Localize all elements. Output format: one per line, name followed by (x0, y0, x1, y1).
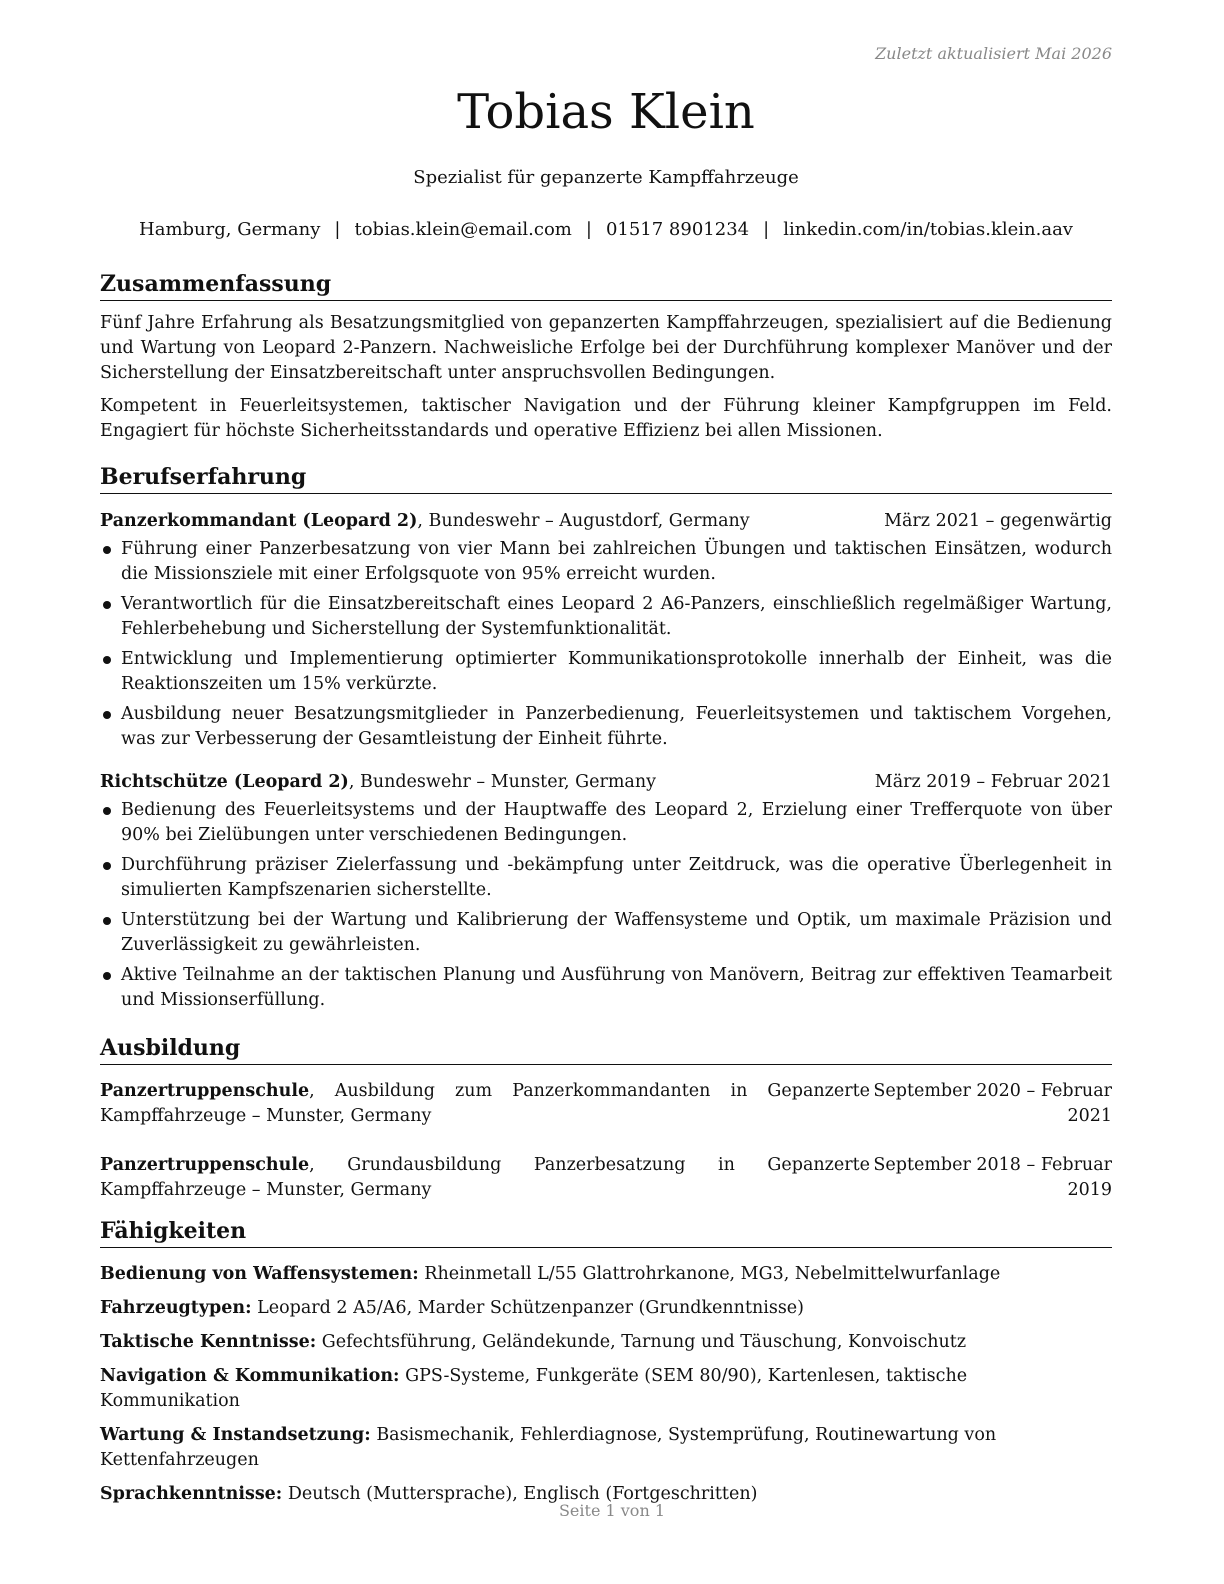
job-dates: März 2019 – Februar 2021 (874, 771, 1112, 792)
education-school: Panzertruppenschule (100, 1154, 310, 1175)
skill-label: Bedienung von Waffensystemen: (100, 1263, 419, 1284)
contact-separator: | (763, 219, 770, 240)
education-detail: , Ausbildung zum Panzerkommandanten in Gepanzerte Kampffahrzeuge – Munster, Germany (100, 1080, 870, 1126)
last-updated: Zuletzt aktualisiert Mai 2026 (875, 44, 1112, 63)
education-dates: September 2020 – Februar 2021 (873, 1080, 1112, 1126)
skill-row (100, 1330, 1112, 1355)
summary-section (100, 271, 1112, 444)
contact-separator: | (585, 219, 592, 240)
education-section (100, 1035, 1112, 1203)
contact-separator: | (334, 219, 341, 240)
job-title-line (100, 509, 750, 534)
education-detail: , Grundausbildung Panzerbesatzung in Gepanzerte Kampffahrzeuge – Munster, Germany (100, 1154, 870, 1200)
candidate-name: Tobias Klein (457, 84, 755, 140)
list-item: Entwicklung und Implementierung optimierter Kommunikationsprotokolle innerhalb der Einheit, was die Reaktionszeiten um 15% verkürzte. (100, 647, 1112, 697)
skill-value: GPS-Systeme, Funkgeräte (SEM 80/90), Kartenlesen, taktische Kommunikation (100, 1365, 968, 1411)
summary-paragraph: Kompetent in Feuerleitsystemen, taktischer Navigation und der Führung kleiner Kampfgruppen im Feld. Engagiert für höchste Sicherheitsstandards und operative Effizienz bei allen Missionen. (100, 395, 1112, 441)
skill-value: Leopard 2 A5/A6, Marder Schützenpanzer (Grundkenntnisse) (251, 1297, 804, 1318)
education-heading: Ausbildung (100, 1035, 1112, 1065)
education-item (100, 1079, 1112, 1129)
skills-section (100, 1218, 1112, 1507)
job-title: Richtschütze (Leopard 2) (100, 771, 349, 792)
job-bullets (100, 537, 1112, 752)
list-item: Bedienung des Feuerleitsystems und der Hauptwaffe des Leopard 2, Erzielung einer Trefferquote von über 90% bei Zielübungen unter verschiedenen Bedingungen. (100, 798, 1112, 848)
skill-value: Basismechanik, Fehlerdiagnose, Systemprüfung, Routinewartung von Kettenfahrzeugen (100, 1424, 997, 1470)
skill-row (100, 1262, 1112, 1287)
experience-section (100, 464, 1112, 1018)
job-title-line (100, 770, 656, 795)
job-org: , Bundeswehr – Munster, Germany (348, 771, 657, 792)
skill-label: Navigation & Kommunikation: (100, 1365, 400, 1386)
list-item: Ausbildung neuer Besatzungsmitglieder in Panzerbedienung, Feuerleitsystemen und taktischem Vorgehen, was zur Verbesserung der Gesamtleistung der Einheit führte. (100, 702, 1112, 752)
list-item: Durchführung präziser Zielerfassung und -bekämpfung unter Zeitdruck, was die operative Überlegenheit in simulierten Kampfszenarien sicherstellte. (100, 853, 1112, 903)
contact-email[interactable]: tobias.klein@email.com (354, 219, 572, 240)
summary-heading: Zusammenfassung (100, 271, 1112, 301)
skill-row (100, 1364, 1112, 1414)
contact-phone[interactable]: 01517 8901234 (605, 219, 750, 240)
skill-label: Fahrzeugtypen: (100, 1297, 252, 1318)
skill-value: Rheinmetall L/55 Glattrohrkanone, MG3, Nebelmittelwurfanlage (418, 1263, 1001, 1284)
list-item: Führung einer Panzerbesatzung von vier Mann bei zahlreichen Übungen und taktischen Einsätzen, wodurch die Missionsziele mit einer Erfolgsquote von 95% erreicht wurden. (100, 537, 1112, 587)
job-header (100, 770, 1112, 795)
list-item: Aktive Teilnahme an der taktischen Planung und Ausführung von Manövern, Beitrag zur effektiven Teamarbeit und Missionserfüllung. (100, 963, 1112, 1013)
candidate-tagline: Spezialist für gepanzerte Kampffahrzeuge (413, 167, 799, 188)
list-item: Unterstützung bei der Wartung und Kalibrierung der Waffensysteme und Optik, um maximale Präzision und Zuverlässigkeit zu gewährleisten. (100, 908, 1112, 958)
education-dates: September 2018 – Februar 2019 (873, 1154, 1112, 1200)
skill-value: Gefechtsführung, Geländekunde, Tarnung und Täuschung, Konvoischutz (316, 1331, 967, 1352)
contact-line (100, 219, 1112, 240)
job-org: , Bundeswehr – Augustdorf, Germany (417, 510, 750, 531)
skill-row (100, 1296, 1112, 1321)
education-item (100, 1153, 1112, 1203)
contact-linkedin[interactable]: linkedin.com/in/tobias.klein.aav (783, 219, 1073, 240)
skill-label: Sprachkenntnisse: (100, 1483, 283, 1504)
summary-paragraph: Fünf Jahre Erfahrung als Besatzungsmitglied von gepanzerten Kampffahrzeugen, spezialisiert auf die Bedienung und Wartung von Leopard 2-Panzern. Nachweisliche Erfolge bei der Durchführung komplexer Manöver und der Sicherstellung der Einsatzbereitschaft unter anspruchsvollen Bedingungen. (100, 312, 1112, 383)
education-text (100, 1079, 870, 1129)
job-bullets (100, 798, 1112, 1013)
job-dates: März 2021 – gegenwärtig (884, 510, 1112, 531)
contact-location: Hamburg, Germany (139, 219, 321, 240)
skill-label: Taktische Kenntnisse: (100, 1331, 317, 1352)
education-text (100, 1153, 870, 1203)
skill-label: Wartung & Instandsetzung: (100, 1424, 371, 1445)
skill-row (100, 1423, 1112, 1473)
job-title: Panzerkommandant (Leopard 2) (100, 510, 418, 531)
education-school: Panzertruppenschule (100, 1080, 310, 1101)
skill-value: Deutsch (Muttersprache), Englisch (Fortgeschritten) (282, 1483, 758, 1504)
experience-heading: Berufserfahrung (100, 464, 1112, 494)
skills-heading: Fähigkeiten (100, 1218, 1112, 1248)
page-number: Seite 1 von 1 (558, 1501, 666, 1520)
job-header (100, 509, 1112, 534)
list-item: Verantwortlich für die Einsatzbereitschaft eines Leopard 2 A6-Panzers, einschließlich regelmäßiger Wartung, Fehlerbehebung und Sicherstellung der Systemfunktionalität. (100, 592, 1112, 642)
